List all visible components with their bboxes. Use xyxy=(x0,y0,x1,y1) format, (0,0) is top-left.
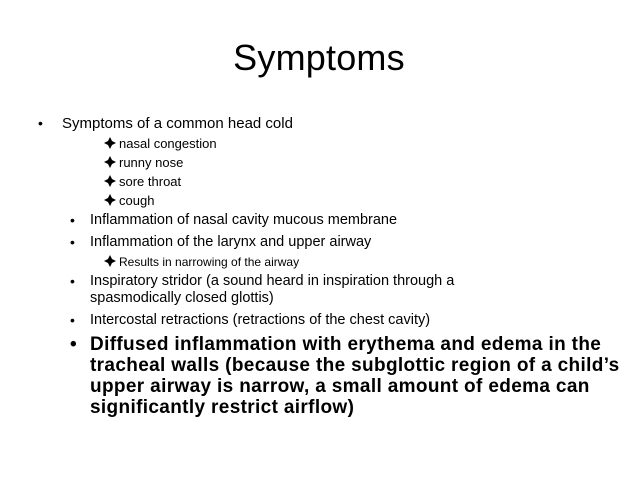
stridor-line-2: spasmodically closed glottis) xyxy=(90,290,274,306)
diffused-line-2: tracheal walls (because the subglottic region of a child’s xyxy=(90,355,620,376)
bullet-dot: • xyxy=(70,234,75,250)
cold-symptom-item xyxy=(104,174,181,190)
cold-symptom-label: runny nose xyxy=(119,155,184,170)
cold-symptom-item xyxy=(104,155,183,171)
diamond-bullet-icon xyxy=(104,137,116,149)
diamond-bullet-icon xyxy=(104,175,116,187)
larynx-sub-label: Results in narrowing of the airway xyxy=(119,255,300,269)
diffused-line-3: upper airway is narrow, a small amount of edema can xyxy=(90,376,590,397)
diffused-line-1: Diffused inflammation with erythema and edema in the xyxy=(90,334,602,355)
bullet-dot: • xyxy=(70,273,75,289)
bullet-dot: • xyxy=(70,334,77,355)
diamond-bullet-icon xyxy=(104,194,116,206)
slide-title: Symptoms xyxy=(233,37,405,78)
cold-symptom-label: nasal congestion xyxy=(119,136,217,151)
cold-symptom-item xyxy=(104,193,154,209)
cold-symptom-item xyxy=(104,136,217,152)
cold-symptom-label: sore throat xyxy=(119,174,182,189)
top-bullet-text: Symptoms of a common head cold xyxy=(62,115,293,132)
bullet-dot: • xyxy=(70,212,75,228)
item-intercostal: Intercostal retractions (retractions of the chest cavity) xyxy=(90,312,431,328)
bullet-dot: • xyxy=(70,312,75,328)
diffused-line-4: significantly restrict airflow) xyxy=(90,397,355,418)
larynx-sub-item xyxy=(104,255,299,270)
stridor-line-1: Inspiratory stridor (a sound heard in inspiration through a xyxy=(90,273,455,289)
diamond-bullet-icon xyxy=(104,255,116,267)
bullet-dot: • xyxy=(38,115,43,131)
cold-symptom-label: cough xyxy=(119,193,155,208)
diamond-bullet-icon xyxy=(104,156,116,168)
item-larynx-inflammation: Inflammation of the larynx and upper airway xyxy=(90,234,372,250)
item-nasal-inflammation: Inflammation of nasal cavity mucous membrane xyxy=(90,212,398,228)
